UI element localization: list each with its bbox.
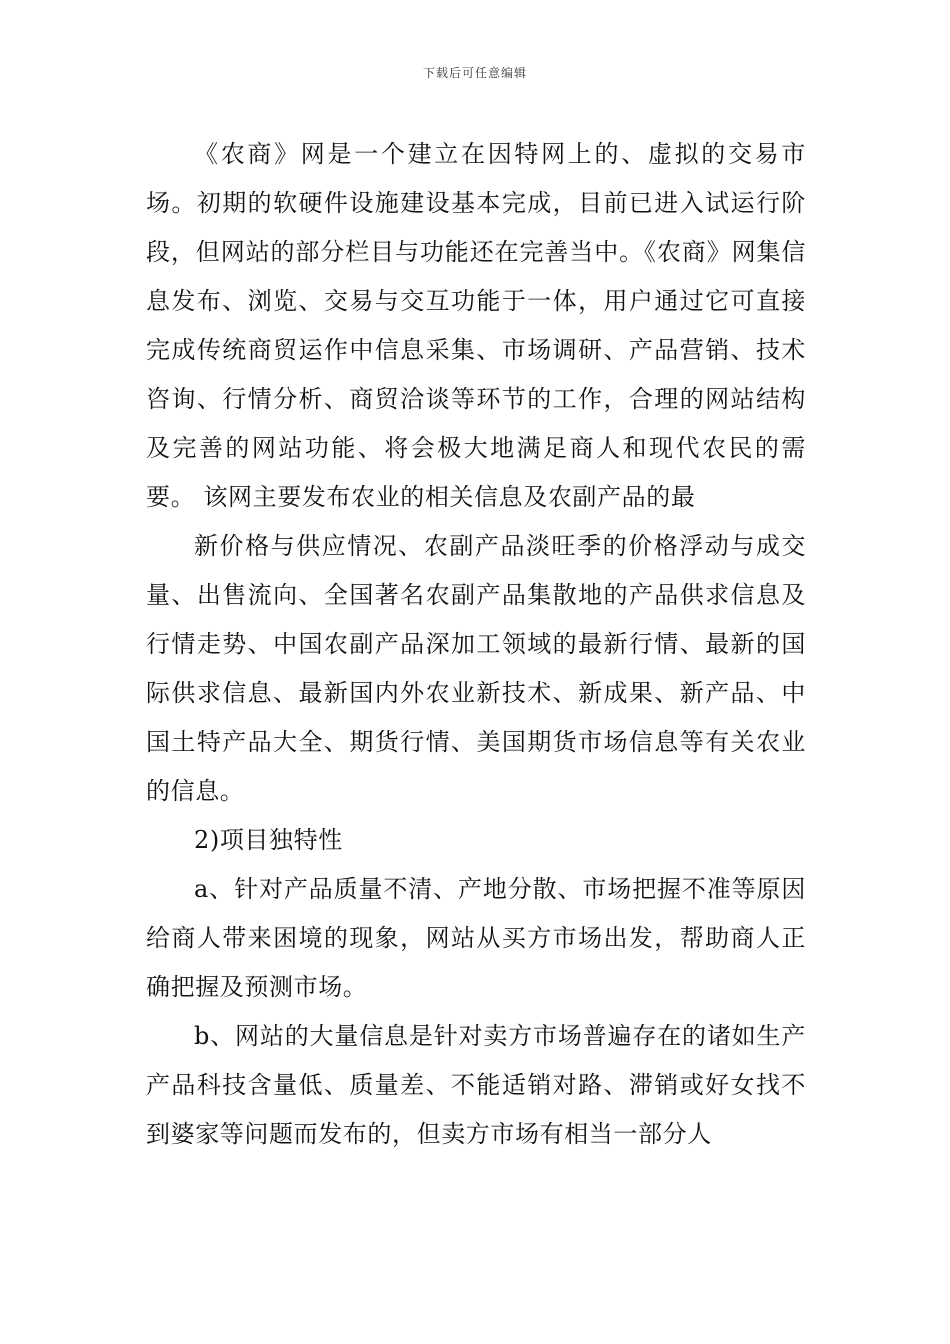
page-header: 下载后可任意编辑 bbox=[422, 66, 527, 80]
paragraph-intro: 《农商》网是一个建立在因特网上的、虚拟的交易市场。初期的软硬件设施建设基本完成，目前已进入试运行阶段，但网站的部分栏目与功能还在完善当中。《农商》网集信息发布、浏览、交易与交互功能于一体，用户通过它可直接完成传统商贸运作中信息采集、市场调研、产品营销、技术咨询、行情分析、商贸洽谈等环节的工作，合理的网站结构及完善的网站功能、将会极大地满足商人和现代农民的需要。 该网主要发布农业的相关信息及农副产品的最 bbox=[146, 140, 806, 511]
document-body bbox=[146, 130, 806, 1159]
paragraph-point-b: b、网站的大量信息是针对卖方市场普遍存在的诸如生产产品科技含量低、质量差、不能适销对路、滞销或好女找不到婆家等问题而发布的，但卖方市场有相当一部分人 bbox=[146, 1022, 806, 1148]
paragraph-point-a: a、针对产品质量不清、产地分散、市场把握不准等原因给商人带来困境的现象，网站从买方市场出发，帮助商人正确把握及预测市场。 bbox=[146, 875, 806, 1001]
section-heading-uniqueness: 2)项目独特性 bbox=[194, 826, 343, 854]
paragraph-info-list: 新价格与供应情况、农副产品淡旺季的价格浮动与成交量、出售流向、全国著名农副产品集散地的产品供求信息及行情走势、中国农副产品深加工领域的最新行情、最新的国际供求信息、最新国内外农业新技术、新成果、新产品、中国土特产品大全、期货行情、美国期货市场信息等有关农业的信息。 bbox=[146, 532, 806, 805]
